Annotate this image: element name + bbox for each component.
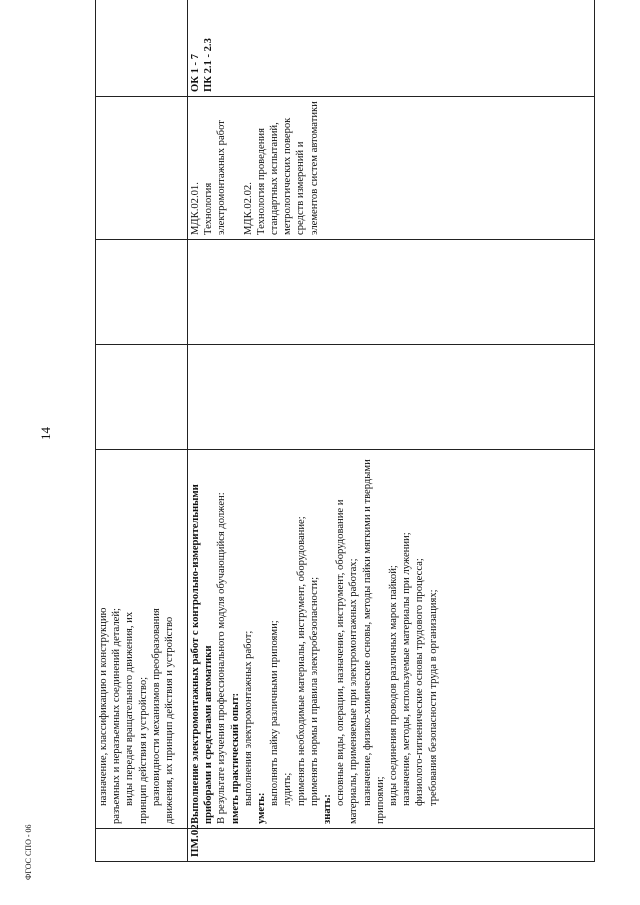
text-line: разновидности механизмов преобразования xyxy=(150,608,162,806)
knowledge-heading: знать: xyxy=(322,794,334,824)
empty-cell xyxy=(96,240,188,345)
module-intro: В результате изучения профессионального модуля обучающийся должен: xyxy=(216,492,228,824)
knowledge-item: основные виды, операции, назначение, инструмент, оборудование и материалы, применяемые при электромонтажных работах; xyxy=(335,499,360,824)
competencies-cell xyxy=(188,0,595,97)
knowledge-item: назначение, методы, используемые материалы при лужении; xyxy=(401,532,413,806)
competency-code: ОК 1 - 7 xyxy=(190,54,201,92)
competency-code: ПК 2.1 - 2.3 xyxy=(203,38,215,92)
empty-cell xyxy=(96,345,188,450)
knowledge-item: назначение, физико-химические основы, методы пайки мягкими и твердыми припоями; xyxy=(361,459,386,824)
empty-cell xyxy=(96,0,188,97)
knowledge-item: требования безопасности труда в организациях; xyxy=(427,589,439,806)
module-title: Выполнение электромонтажных работ с контрольно-измерительными приборами и средствами автоматики xyxy=(190,484,215,824)
experience-item: выполнения электромонтажных работ; xyxy=(242,630,254,806)
code-cell-empty xyxy=(96,829,188,862)
content-cell xyxy=(96,450,188,829)
empty-cell xyxy=(188,240,595,345)
module-content-cell xyxy=(188,450,595,829)
text-line: разъемных и неразъемных соединений деталей; xyxy=(111,608,123,824)
knowledge-item: физиолого-гигиенические основы трудового процесса; xyxy=(414,558,426,806)
text-line: принцип действия и устройство; xyxy=(137,676,149,824)
experience-heading: иметь практический опыт: xyxy=(229,692,241,824)
skill-item: выполнять пайку различными припоями; xyxy=(269,620,281,806)
module-code: ПМ.02 xyxy=(189,824,201,857)
text-line: виды передач вращательного движения, их xyxy=(124,611,136,806)
table-row xyxy=(96,0,188,862)
curriculum-table xyxy=(95,0,595,862)
knowledge-item: виды соединения проводов различных марок пайкой; xyxy=(388,565,400,806)
footer-label: ФГОС СПО - 06 xyxy=(24,824,33,880)
mdk-name: Технология электромонтажных работ xyxy=(203,120,228,235)
skill-item: применять нормы и правила электробезопасности; xyxy=(308,576,320,806)
rotated-table-wrapper xyxy=(95,40,595,862)
mdk-cell xyxy=(188,97,595,240)
mdk-name: Технология проведения стандартных испытаний, метрологических поверок средств измерений и элементов систем автоматики xyxy=(255,101,320,235)
text-line: назначение, классификацию и конструкцию xyxy=(98,607,109,806)
empty-cell xyxy=(188,345,595,450)
module-code-cell xyxy=(188,824,595,862)
page-number: 14 xyxy=(38,427,53,440)
skills-heading: уметь: xyxy=(256,792,268,824)
text-line: движения, их принцип действия и устройство xyxy=(164,616,176,824)
mdk-code: МДК.02.01. xyxy=(190,182,201,235)
skill-item: применять необходимые материалы, инструмент, оборудование; xyxy=(295,516,307,806)
mdk-code: МДК.02.02. xyxy=(242,182,254,235)
table-row xyxy=(188,0,595,862)
spacer xyxy=(229,101,242,235)
empty-cell xyxy=(96,97,188,240)
skill-item: лудить; xyxy=(282,772,294,806)
